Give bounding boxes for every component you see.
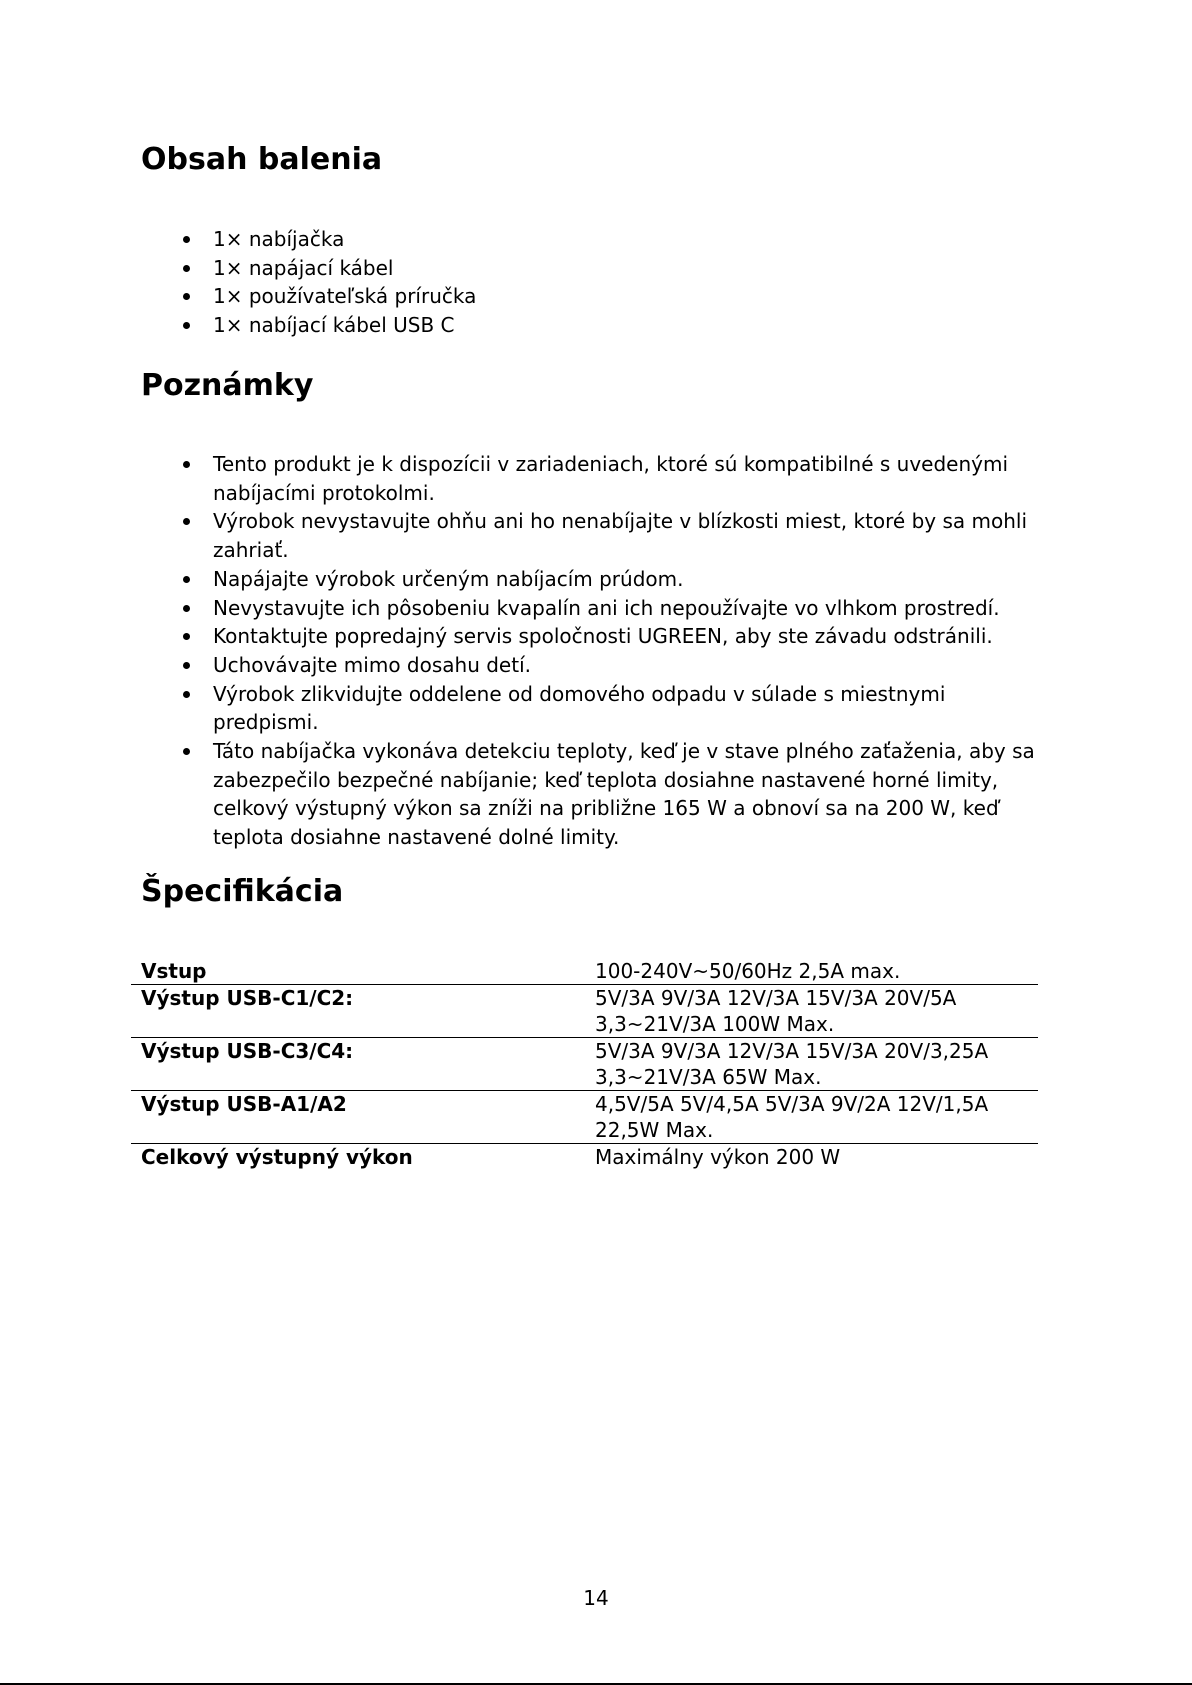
spec-value: 5V/3A 9V/3A 12V/3A 15V/3A 20V/5A 3,3~21V/3A 100W Max. (585, 985, 1038, 1038)
specification-table (131, 958, 1038, 1170)
spec-value: 100-240V~50/60Hz 2,5A max. (585, 958, 1038, 985)
spec-label: Výstup USB-C1/C2: (131, 985, 585, 1038)
list-item: 1× napájací kábel (213, 254, 1053, 283)
spec-value: Maximálny výkon 200 W (595, 1145, 841, 1169)
list-item: Výrobok zlikvidujte oddelene od domového odpadu v súlade s miestnymi predpismi. (213, 680, 1053, 737)
table-row (131, 985, 1038, 1038)
notes-heading: Poznámky (141, 368, 314, 403)
spec-value: 4,5V/5A 5V/4,5A 5V/3A 9V/2A 12V/1,5A 22,5W Max. (585, 1091, 1038, 1144)
page-number: 14 (583, 1586, 609, 1610)
list-item: 1× nabíjací kábel USB C (213, 311, 1053, 340)
specification-heading: Špecifikácia (141, 874, 344, 909)
list-item: Uchovávajte mimo dosahu detí. (213, 651, 1053, 680)
table-row (131, 1038, 1038, 1091)
table-row (131, 1091, 1038, 1144)
list-item: 1× používateľská príručka (213, 282, 1053, 311)
list-item: Napájajte výrobok určeným nabíjacím prúdom. (213, 565, 1053, 594)
spec-label: Výstup USB-A1/A2 (131, 1091, 585, 1144)
spec-label: Vstup (131, 958, 585, 985)
list-item: Tento produkt je k dispozícii v zariadeniach, ktoré sú kompatibilné s uvedenými nabíjacími protokolmi. (213, 450, 1053, 507)
list-item: Táto nabíjačka vykonáva detekciu teploty, keď je v stave plného zaťaženia, aby sa zabezpečilo bezpečné nabíjanie; keď teplota dosiahne nastavené horné limity, celkový výstupný výkon sa zníži na približne 165 W a obnoví sa na 200 W, keď teplota dosiahne nastavené dolné limity. (213, 737, 1053, 852)
list-item: Výrobok nevystavujte ohňu ani ho nenabíjajte v blízkosti miest, ktoré by sa mohli zahriať. (213, 507, 1053, 564)
list-item: Nevystavujte ich pôsobeniu kvapalín ani ich nepoužívajte vo vlhkom prostredí. (213, 594, 1053, 623)
spec-value: 5V/3A 9V/3A 12V/3A 15V/3A 20V/3,25A 3,3~21V/3A 65W Max. (585, 1038, 1038, 1091)
table-row (131, 958, 1038, 985)
package-contents-list (213, 225, 1053, 340)
spec-label: Celkový výstupný výkon (141, 1145, 413, 1169)
package-contents-heading: Obsah balenia (141, 142, 383, 177)
spec-label: Výstup USB-C3/C4: (131, 1038, 585, 1091)
list-item: Kontaktujte popredajný servis spoločnosti UGREEN, aby ste závadu odstránili. (213, 622, 1053, 651)
notes-list (213, 450, 1053, 852)
table-row (131, 1144, 1038, 1171)
list-item: 1× nabíjačka (213, 225, 1053, 254)
